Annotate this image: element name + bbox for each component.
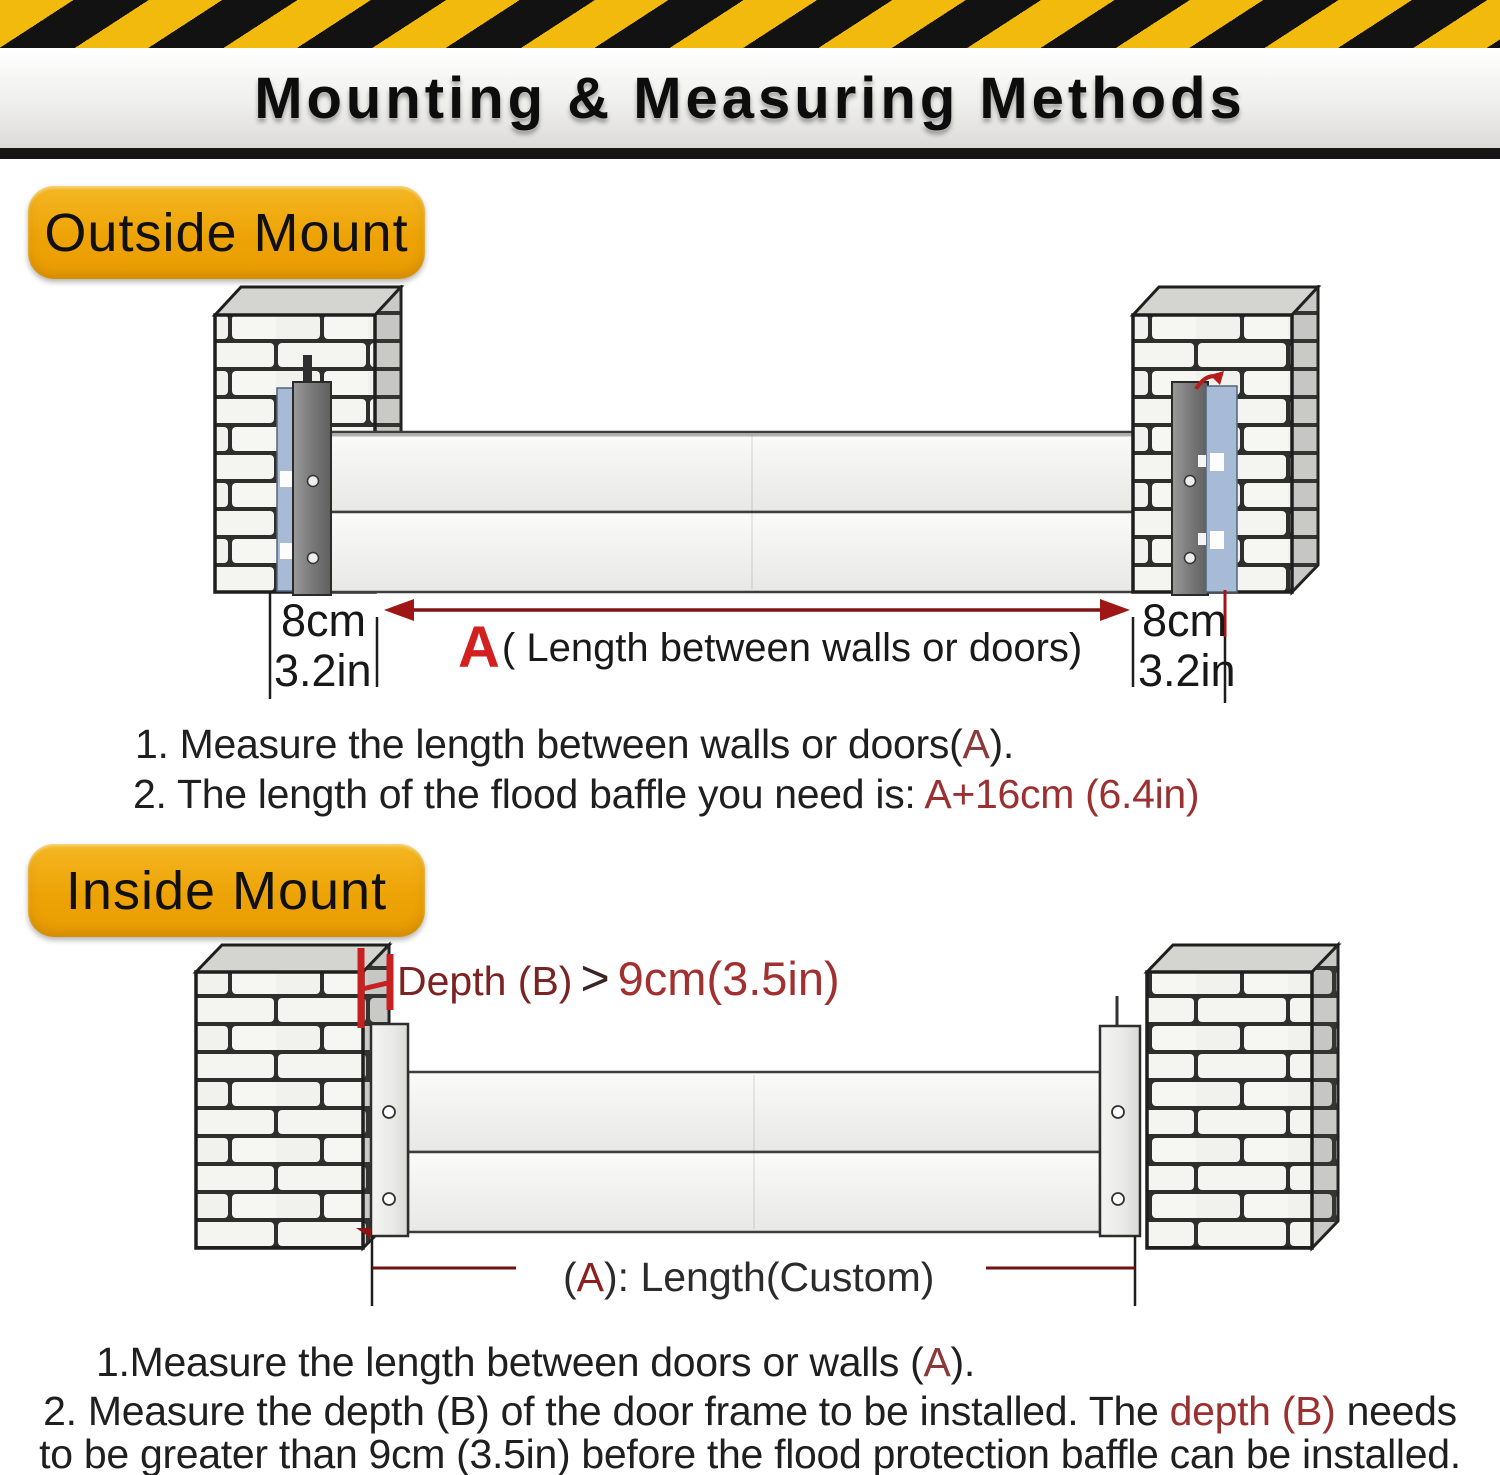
outside-left-offset-in: 3.2in <box>274 645 372 696</box>
outside-mount-badge-label: Outside Mount <box>44 202 409 263</box>
span-letter-a: A <box>458 615 500 680</box>
inside-step-2 <box>20 1390 1480 1475</box>
inside-step2-text-3: to be greater than 9cm (3.5in) before the flood protection baffle can be installed. <box>39 1430 1461 1475</box>
inside-mount-badge-label: Inside Mount <box>65 860 388 921</box>
outside-right-offset-in: 3.2in <box>1138 645 1236 696</box>
barrier-bottom-panel <box>330 512 1179 592</box>
screw <box>383 1193 395 1205</box>
outside-mount-badge <box>28 186 425 279</box>
pillar-front-face <box>1147 972 1312 1248</box>
inside-step2-text-1: 2. Measure the depth (B) of the door frame to be installed. The <box>43 1388 1170 1434</box>
depth-label-text: Depth (B) <box>397 958 573 1004</box>
screw <box>383 1106 395 1118</box>
inside-step-1 <box>96 1341 975 1384</box>
depth-requirement-label <box>397 952 840 1005</box>
length-suffix: ): Length(Custom) <box>604 1254 935 1300</box>
screw <box>1185 553 1196 564</box>
arrowhead-right <box>1100 599 1130 621</box>
inside-step1-text: 1.Measure the length between doors or walls ( <box>96 1339 924 1385</box>
inside-right-pillar <box>1147 945 1338 1248</box>
inside-step2-highlight: depth (B) <box>1169 1388 1336 1434</box>
length-letter-a: A <box>576 1254 605 1300</box>
barrier-top-panel <box>330 432 1179 512</box>
outside-step-1 <box>135 723 1014 766</box>
outside-right-offset-cm: 8cm <box>1142 595 1228 646</box>
pillar-top-face <box>215 287 401 315</box>
pillar-top-face <box>1147 945 1338 972</box>
outside-left-offset-cm: 8cm <box>281 595 367 646</box>
inside-step1-suffix: ). <box>950 1339 975 1385</box>
pillar-top-face <box>1133 287 1318 315</box>
title-band <box>0 48 1500 148</box>
length-prefix: ( <box>563 1254 577 1300</box>
greater-than-sign: > <box>580 950 610 1006</box>
outside-step2-text: 2. The length of the flood baffle you need is: <box>133 771 925 817</box>
page-title: Mounting & Measuring Methods <box>254 65 1246 131</box>
inside-step1-letter: A <box>923 1339 951 1385</box>
inside-length-label <box>563 1256 934 1299</box>
pillar-front-face <box>196 972 363 1248</box>
outside-step1-suffix: ). <box>989 721 1014 767</box>
flood-barrier <box>408 1072 1100 1232</box>
caution-tape-stripe <box>0 0 1500 48</box>
arrowhead-left <box>384 599 414 621</box>
outside-step-2 <box>133 773 1199 816</box>
inside-mount-badge <box>28 844 425 937</box>
seal-strip <box>1206 386 1237 592</box>
flood-barrier <box>330 432 1179 592</box>
outside-left-bracket <box>277 355 331 595</box>
inside-right-bracket <box>1100 996 1140 1236</box>
outside-span-label <box>458 615 1083 680</box>
screw <box>1112 1106 1124 1118</box>
outside-step1-text: 1. Measure the length between walls or doors( <box>135 721 963 767</box>
screw <box>308 476 319 487</box>
header-divider <box>0 148 1500 159</box>
outside-right-bracket <box>1172 371 1237 595</box>
outside-step1-letter: A <box>962 721 990 767</box>
depth-value: 9cm(3.5in) <box>617 952 840 1005</box>
screw <box>308 553 319 564</box>
inside-step2-text-2: needs <box>1335 1388 1457 1434</box>
screw <box>1185 476 1196 487</box>
span-caption: ( Length between walls or doors) <box>501 626 1083 670</box>
outside-step2-formula: A+16cm (6.4in) <box>924 771 1200 817</box>
screw <box>1112 1193 1124 1205</box>
